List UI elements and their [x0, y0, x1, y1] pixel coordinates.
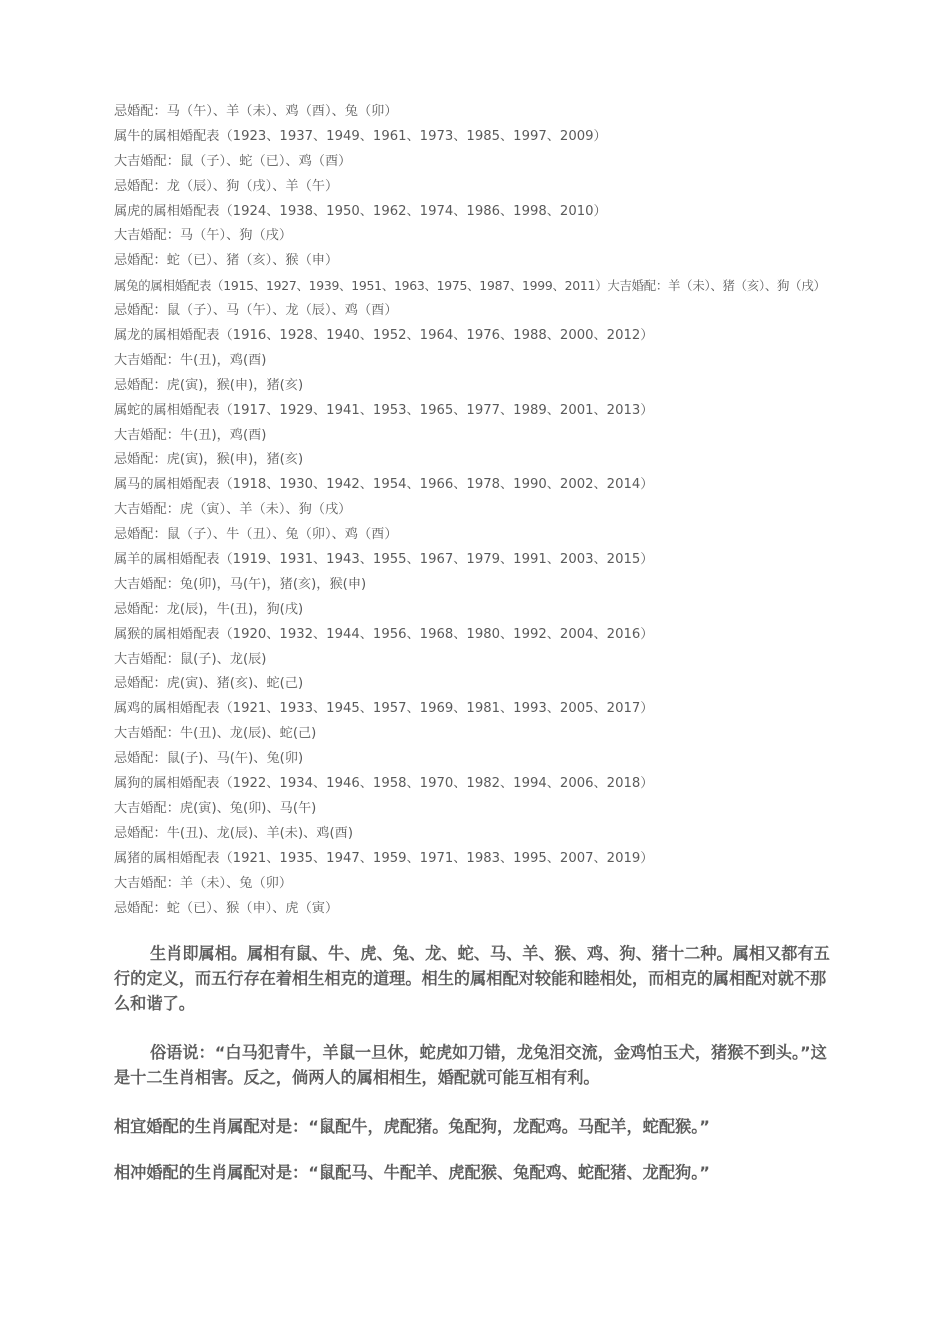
- zodiac-marriage-list: [114, 100, 844, 921]
- list-line: 大吉婚配：羊（未）、兔（卯）: [114, 875, 293, 891]
- list-line: 属鸡的属相婚配表（1921、1933、1945、1957、1969、1981、1993、2005、2017）: [114, 701, 654, 717]
- list-line: 属羊的属相婚配表（1919、1931、1943、1955、1967、1979、1991、2003、2015）: [114, 552, 654, 568]
- list-line: 大吉婚配：牛(丑)，鸡(酉): [114, 352, 267, 368]
- list-line: 大吉婚配：鼠（子）、蛇（已）、鸡（酉）: [114, 153, 352, 169]
- list-line: 忌婚配：龙（辰）、狗（戌）、羊（午）: [114, 178, 339, 194]
- list-line: 属虎的属相婚配表（1924、1938、1950、1962、1974、1986、1998、2010）: [114, 203, 607, 219]
- list-line: 忌婚配：虎(寅)，猴(申)，猪(亥): [114, 377, 304, 393]
- list-line: 大吉婚配：牛(丑)、龙(辰)、蛇(己): [114, 726, 317, 742]
- list-line: 属牛的属相婚配表（1923、1937、1949、1961、1973、1985、1997、2009）: [114, 128, 607, 144]
- list-line: 忌婚配：鼠（子）、牛（丑）、兔（卯）、鸡（酉）: [114, 527, 398, 543]
- list-line: 忌婚配：牛(丑)、龙(辰)、羊(未)、鸡(酉): [114, 825, 353, 841]
- intro-paragraph: 生肖即属相。属相有鼠、牛、虎、兔、龙、蛇、马、羊、猴、鸡、狗、猪十二种。属相又都有五行的定义，而五行存在着相生相克的道理。相生的属相配对较能和睦相处，而相克的属相配对就不那么和谐了。: [114, 944, 830, 1013]
- list-line: 大吉婚配：虎(寅)、兔(卯)、马(午): [114, 800, 317, 816]
- list-line: 忌婚配：虎(寅)、猪(亥)、蛇(己): [114, 676, 304, 692]
- list-line: 属龙的属相婚配表（1916、1928、1940、1952、1964、1976、1988、2000、2012）: [114, 328, 654, 344]
- compatible-pairs-paragraph: 相宜婚配的生肖属配对是：“鼠配牛，虎配猪。兔配狗，龙配鸡。马配羊，蛇配猴。”: [114, 1117, 710, 1136]
- list-line: 属狗的属相婚配表（1922、1934、1946、1958、1970、1982、1994、2006、2018）: [114, 776, 654, 792]
- list-line: 忌婚配：鼠（子）、马（午）、龙（辰）、鸡（酉）: [114, 303, 398, 319]
- list-line: 大吉婚配：鼠(子)、龙(辰): [114, 651, 267, 667]
- list-line: 大吉婚配：马（午）、狗（戌）: [114, 228, 293, 244]
- list-line: 忌婚配：鼠(子)、马(午)、兔(卯): [114, 751, 304, 767]
- list-line: 大吉婚配：兔(卯)，马(午)，猪(亥)，猴(申): [114, 576, 367, 592]
- list-line: 大吉婚配：虎（寅）、羊（未）、狗（戌）: [114, 502, 352, 518]
- list-line: 属猪的属相婚配表（1921、1935、1947、1959、1971、1983、1995、2007、2019）: [114, 850, 654, 866]
- list-line: 忌婚配：马（午）、羊（未）、鸡（酉）、兔（卯）: [114, 104, 398, 119]
- list-line: 属蛇的属相婚配表（1917、1929、1941、1953、1965、1977、1989、2001、2013）: [114, 402, 654, 418]
- list-line: 忌婚配：龙(辰)，牛(丑)，狗(戌): [114, 601, 304, 617]
- proverb-paragraph: 俗语说：“白马犯青牛，羊鼠一旦休，蛇虎如刀错，龙兔泪交流，金鸡怕玉犬，猪猴不到头。”这是十二生肖相害。反之，倘两人的属相相生，婚配就可能互相有利。: [114, 1043, 827, 1087]
- list-line: 属兔的属相婚配表（1915、1927、1939、1951、1963、1975、1987、1999、2011）大吉婚配：羊（未）、猪（亥）、狗（戌）: [114, 278, 826, 294]
- list-line: 忌婚配：虎(寅)，猴(申)，猪(亥): [114, 452, 304, 468]
- list-line: 属猴的属相婚配表（1920、1932、1944、1956、1968、1980、1992、2004、2016）: [114, 626, 654, 642]
- list-line: 属马的属相婚配表（1918、1930、1942、1954、1966、1978、1990、2002、2014）: [114, 477, 654, 493]
- list-line: 忌婚配：蛇（已）、猪（亥）、猴（申）: [114, 253, 339, 269]
- list-line: 大吉婚配：牛(丑)，鸡(酉): [114, 427, 267, 443]
- list-line: 忌婚配：蛇（已）、猴（申）、虎（寅）: [114, 900, 339, 916]
- conflicting-pairs-paragraph: 相冲婚配的生肖属配对是：“鼠配马、牛配羊、虎配猴、兔配鸡、蛇配猪、龙配狗。”: [114, 1163, 710, 1182]
